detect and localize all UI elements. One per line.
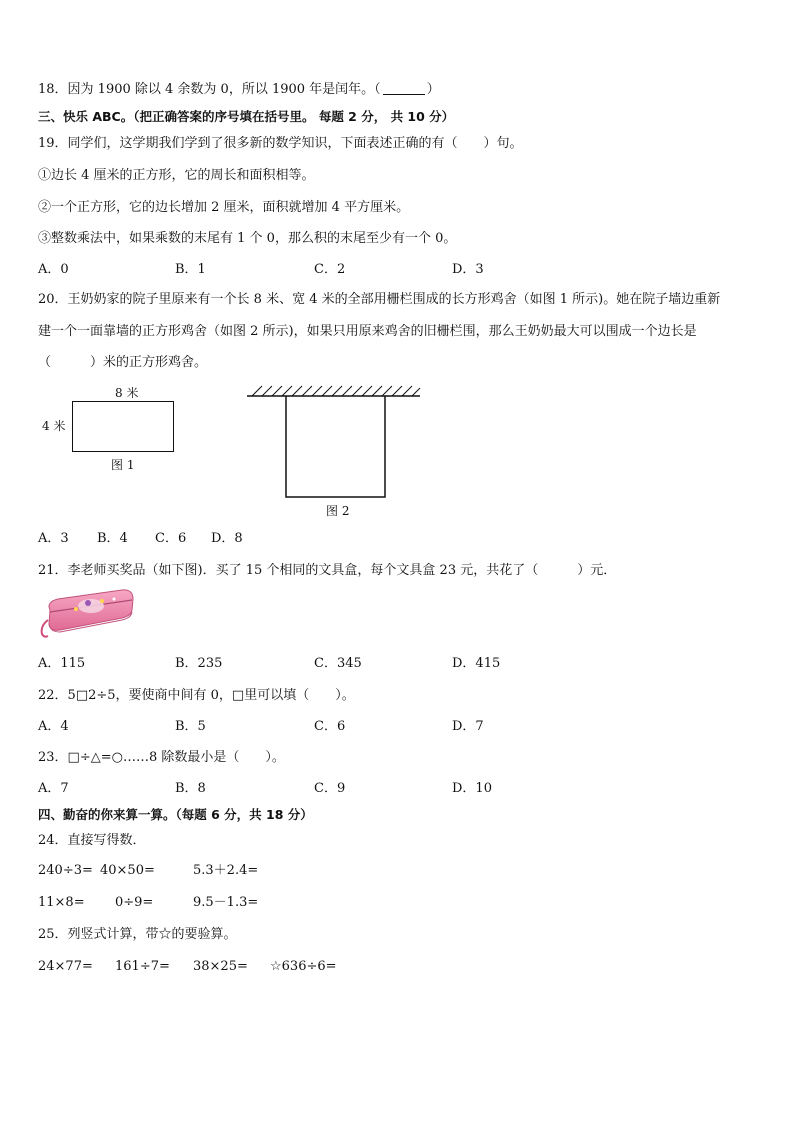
q25-item: 161÷7= (115, 959, 170, 974)
fig1-rectangle (72, 401, 174, 452)
q19-option-a[interactable]: A．0 (38, 262, 69, 277)
pencil-case-image (36, 586, 136, 642)
q22-option-b[interactable]: B．5 (175, 719, 206, 734)
q18-line (38, 82, 440, 98)
fig2-wall-square (246, 383, 422, 501)
q19-option-b[interactable]: B．1 (175, 262, 206, 277)
q23-option-a[interactable]: A．7 (38, 781, 69, 796)
q21-option-b[interactable]: B．235 (175, 656, 223, 671)
q18-answer-blank[interactable] (383, 82, 425, 95)
q23-option-b[interactable]: B．8 (175, 781, 206, 796)
q25-item: 24×77= (38, 959, 93, 974)
q22-option-c[interactable]: C．6 (314, 719, 346, 734)
q19-option-d[interactable]: D．3 (452, 262, 484, 277)
q20-option-d[interactable]: D．8 (211, 531, 243, 546)
q21-option-a[interactable]: A．115 (38, 656, 86, 671)
q22-option-d[interactable]: D．7 (452, 719, 484, 734)
q24-item: 40×50= (100, 863, 155, 878)
q24-stem: 24．直接写得数． (38, 833, 146, 848)
q20-option-c[interactable]: C．6 (155, 531, 187, 546)
fig2-caption: 图 2 (326, 504, 350, 518)
q20-line-3: （ ）米的正方形鸡舍。 (38, 355, 208, 370)
q18-close: ） (426, 82, 440, 97)
section3-heading: 三、快乐 ABC。（把正确答案的序号填在括号里。 每题 2 分， 共 10 分） (38, 109, 455, 124)
q18-text: 18．因为 1900 除以 4 余数为 0，所以 1900 年是闰年。（ (38, 82, 381, 97)
q20-option-b[interactable]: B．4 (97, 531, 128, 546)
q24-item: 11×8= (38, 895, 85, 910)
q20-line-2: 建一个一面靠墙的正方形鸡舍（如图 2 所示)，如果只用原来鸡舍的旧栅栏围，那么王奶奶最大可以围成一个边长是 (38, 324, 697, 339)
q23-option-c[interactable]: C．9 (314, 781, 346, 796)
q25-item: 38×25= (193, 959, 248, 974)
q21-option-c[interactable]: C．345 (314, 656, 362, 671)
fig1-caption: 图 1 (111, 458, 135, 472)
q19-statement-1: ①边长 4 厘米的正方形，它的周长和面积相等。 (38, 168, 315, 183)
q19-statement-3: ③整数乘法中，如果乘数的末尾有 1 个 0，那么积的末尾至少有一个 0。 (38, 231, 457, 246)
q24-item: 5.3＋2.4= (193, 863, 259, 878)
q22-option-a[interactable]: A．4 (38, 719, 69, 734)
fig1-length-label: 8 米 (115, 386, 139, 400)
q25-item: ☆636÷6= (270, 959, 337, 974)
q24-item: 240÷3= (38, 863, 93, 878)
q20-line-1: 20．王奶奶家的院子里原来有一个长 8 米、宽 4 米的全部用栅栏围成的长方形鸡舍（如图 1 所示)。她在院子墙边重新 (38, 292, 721, 307)
fig1-width-label: 4 米 (42, 419, 66, 433)
q19-option-c[interactable]: C．2 (314, 262, 346, 277)
q20-option-a[interactable]: A．3 (38, 531, 69, 546)
q21-stem: 21．李老师买奖品（如下图)．买了 15 个相同的文具盒，每个文具盒 23 元，共花了（ ）元． (38, 563, 617, 578)
q24-item: 9.5－1.3= (193, 895, 259, 910)
q24-item: 0÷9= (115, 895, 154, 910)
q22-stem: 22．5□2÷5，要使商中间有 0，□里可以填（ ）。 (38, 688, 355, 703)
q19-statement-2: ②一个正方形，它的边长增加 2 厘米，面积就增加 4 平方厘米。 (38, 200, 410, 215)
q23-option-d[interactable]: D．10 (452, 781, 492, 796)
q19-stem: 19．同学们，这学期我们学到了很多新的数学知识，下面表述正确的有（ ）句。 (38, 136, 523, 151)
q23-stem: 23．□÷△=○……8 除数最小是（ ）。 (38, 750, 285, 765)
section4-heading: 四、勤奋的你来算一算。（每题 6 分，共 18 分） (38, 807, 313, 822)
q25-stem: 25．列竖式计算，带☆的要验算。 (38, 927, 237, 942)
q21-option-d[interactable]: D．415 (452, 656, 501, 671)
